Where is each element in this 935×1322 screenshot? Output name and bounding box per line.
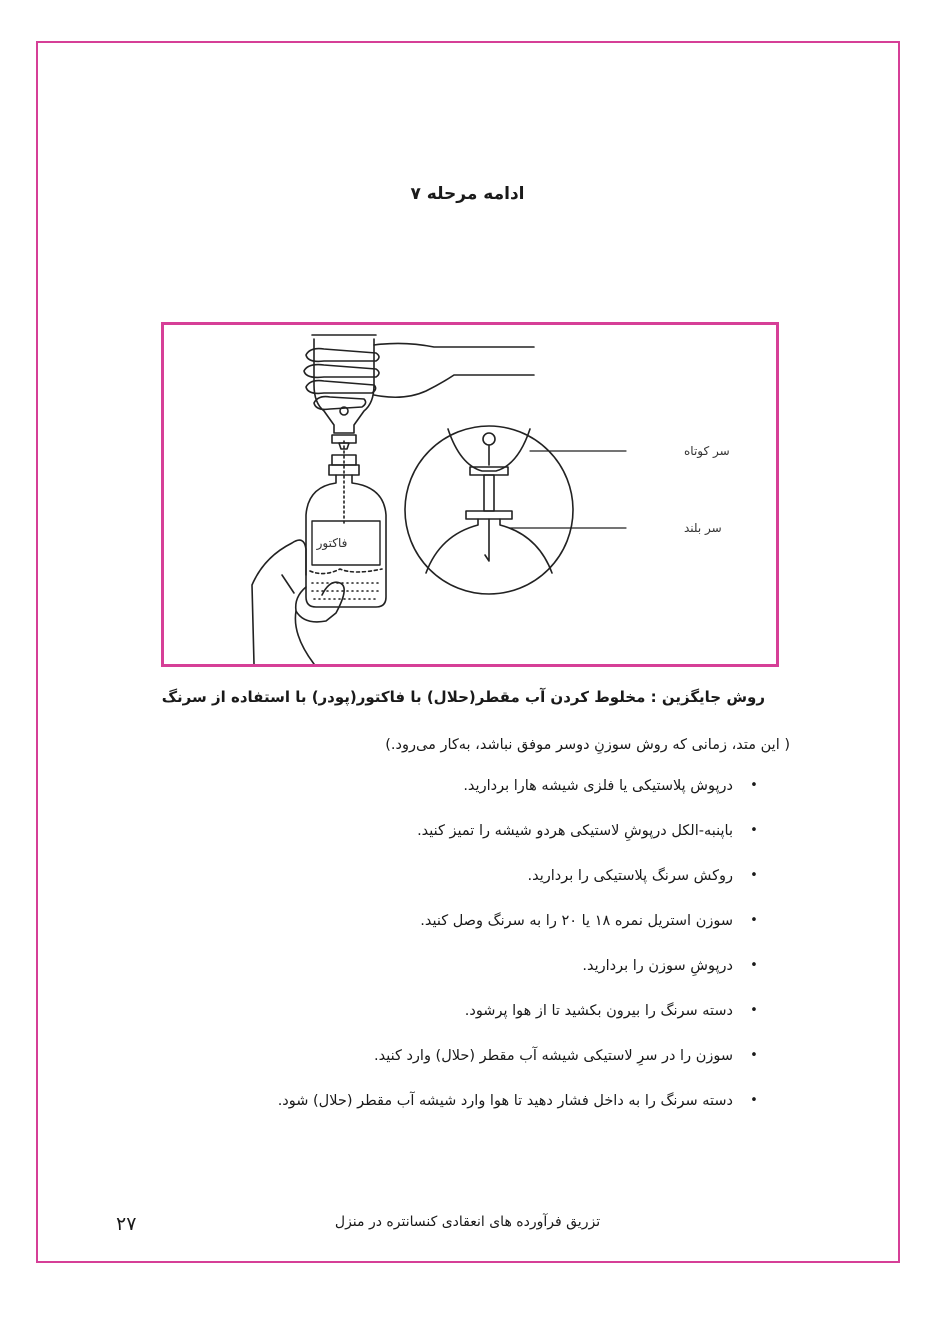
lower-hand-drawing: [252, 540, 344, 664]
method-note: ( این متد، زمانی که روش سوزنِ دوسر موفق نباشد، به‌کار می‌رود.): [385, 737, 790, 753]
upper-hand-drawing: [304, 343, 534, 409]
bullet-icon: •: [750, 1003, 758, 1018]
list-item: [278, 958, 771, 1003]
bullet-icon: •: [750, 1048, 758, 1063]
list-item: [278, 1048, 771, 1093]
list-item: [278, 823, 771, 868]
factor-vial-drawing: [306, 441, 386, 607]
list-item: [278, 868, 771, 913]
step-text: دسته سرنگ را بیرون بکشید تا از هوا پرشود.: [464, 1003, 733, 1019]
step-text: روکش سرنگ پلاستیکی را بردارید.: [527, 868, 733, 884]
short-end-callout: سر کوتاه: [684, 444, 730, 458]
list-item: [278, 1003, 771, 1048]
method-subtitle: روش جایگزین : مخلوط کردن آب مقطر(حلال) با فاکتور(پودر) با استفاده از سرنگ: [161, 688, 765, 706]
bullet-icon: •: [750, 823, 758, 838]
bullet-icon: •: [750, 778, 758, 793]
bullet-icon: •: [750, 1093, 758, 1108]
footer-title: تزریق فرآورده های انعقادی کنسانتره در منزل: [334, 1214, 601, 1230]
list-item: [278, 1093, 771, 1138]
step-text: سوزن استریل نمره ۱۸ یا ۲۰ را به سرنگ وصل کنید.: [420, 913, 733, 929]
page-number: ۲۷: [116, 1213, 137, 1235]
long-end-callout: سر بلند: [684, 521, 722, 535]
step-text: دسته سرنگ را به داخل فشار دهید تا هوا وارد شیشه آب مقطر (حلال) شود.: [277, 1093, 733, 1109]
bullet-icon: •: [750, 913, 758, 928]
illustration-frame: [161, 322, 779, 667]
step-text: باپنبه-الکل درپوشِ لاستیکی هردو شیشه را تمیز کنید.: [417, 823, 733, 839]
list-item: [278, 778, 771, 823]
page-heading: ادامه مرحله ۷: [410, 184, 525, 204]
bullet-icon: •: [750, 868, 758, 883]
step-text: درپوش پلاستیکی یا فلزی شیشه هارا بردارید.: [463, 778, 733, 794]
vial-label: فاکتور: [316, 536, 348, 550]
step-text: سوزن را در سرِ لاستیکی شیشه آب مقطر (حلال) وارد کنید.: [373, 1048, 733, 1064]
list-item: [278, 913, 771, 958]
mixing-illustration: [164, 325, 776, 664]
step-text: درپوشِ سوزن را بردارید.: [582, 958, 733, 974]
steps-list: [278, 778, 771, 1138]
bullet-icon: •: [750, 958, 758, 973]
